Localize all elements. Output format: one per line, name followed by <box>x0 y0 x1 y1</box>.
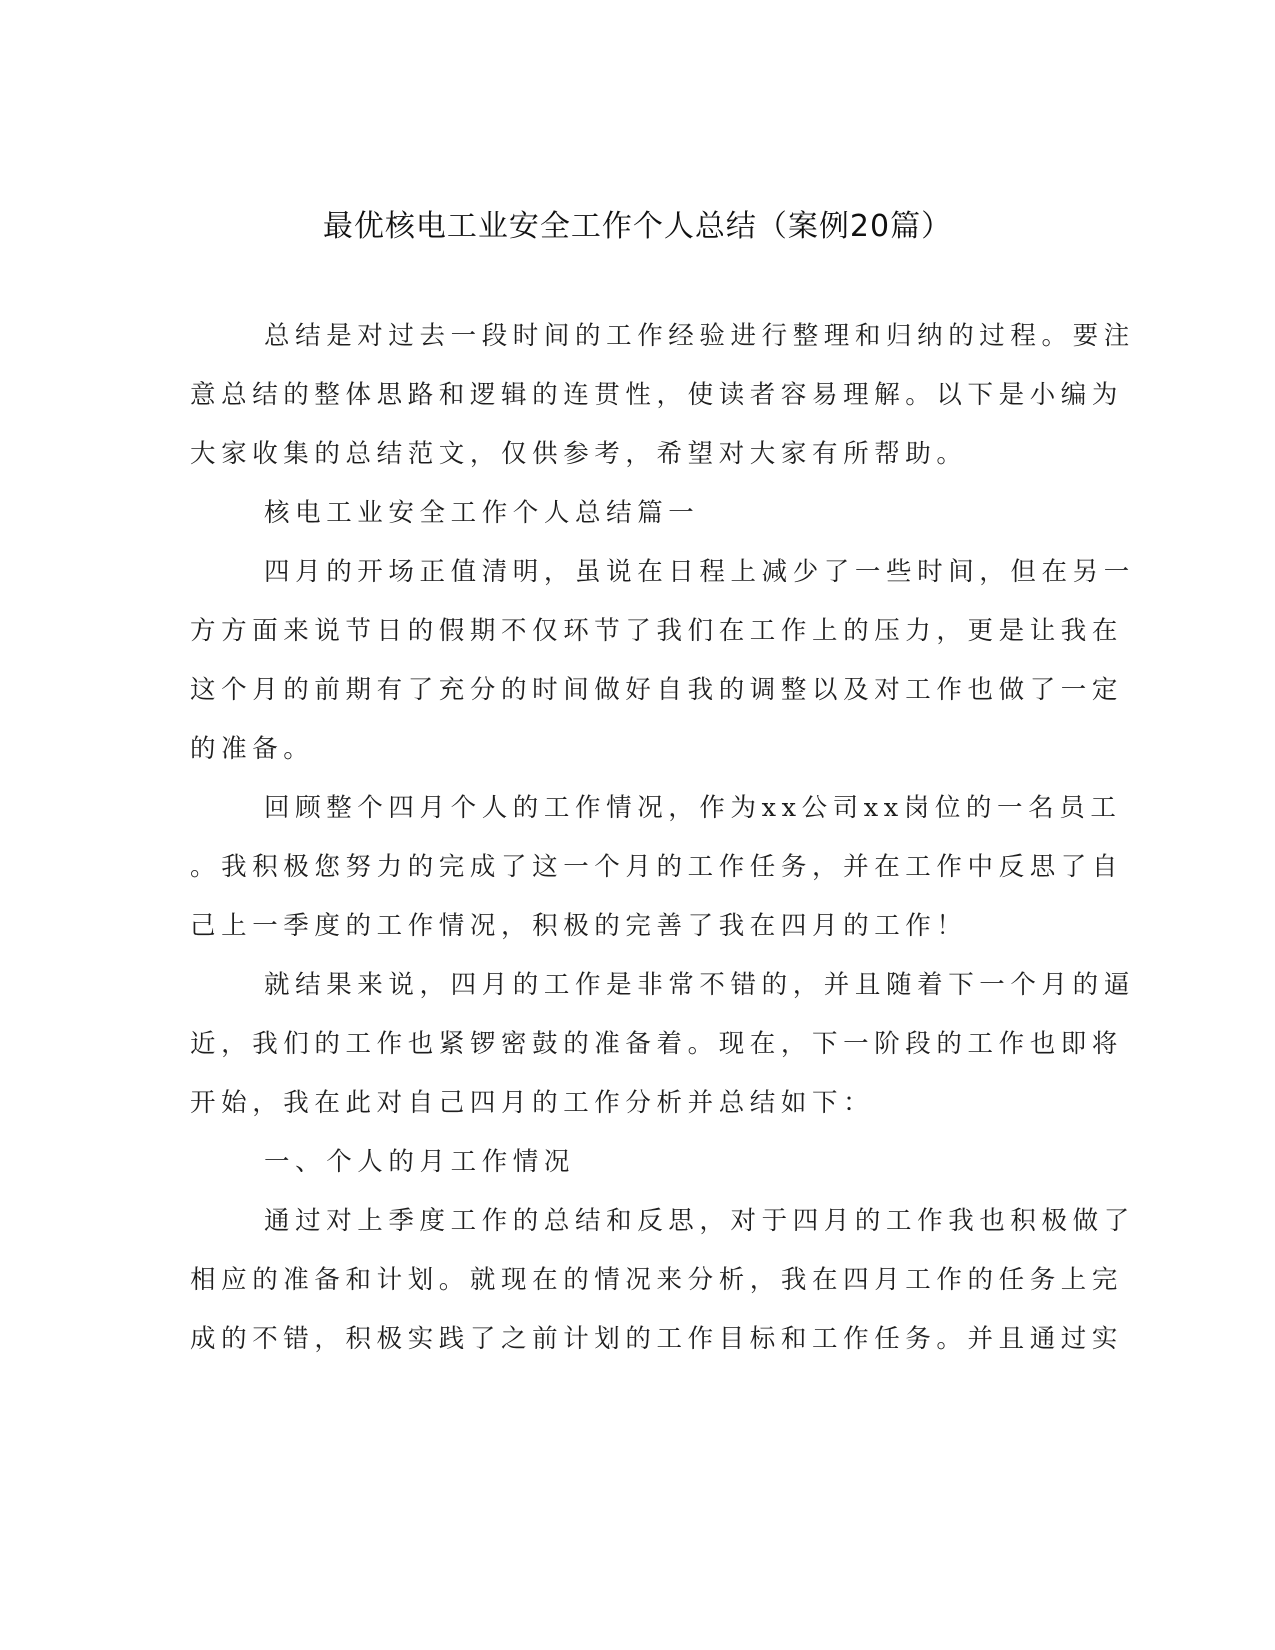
paragraph-line: 的准备。 <box>190 734 315 764</box>
paragraph-line: 四月的开场正值清明，虽说在日程上减少了一些时间，但在另一 <box>264 557 1135 587</box>
paragraph-line: 总结是对过去一段时间的工作经验进行整理和归纳的过程。要注 <box>264 321 1135 351</box>
paragraph-line: 大家收集的总结范文，仅供参考，希望对大家有所帮助。 <box>190 439 968 469</box>
paragraph-line: 方方面来说节日的假期不仅环节了我们在工作上的压力，更是让我在 <box>190 616 1124 646</box>
paragraph-line: 这个月的前期有了充分的时间做好自我的调整以及对工作也做了一定 <box>190 675 1124 705</box>
paragraph-line: 就结果来说，四月的工作是非常不错的，并且随着下一个月的逼 <box>264 970 1135 1000</box>
paragraph-line: 己上一季度的工作情况，积极的完善了我在四月的工作！ <box>190 911 968 941</box>
paragraph-line: 近，我们的工作也紧锣密鼓的准备着。现在，下一阶段的工作也即将 <box>190 1029 1124 1059</box>
paragraph-line: 通过对上季度工作的总结和反思，对于四月的工作我也积极做了 <box>264 1206 1135 1236</box>
paragraph-line: 意总结的整体思路和逻辑的连贯性，使读者容易理解。以下是小编为 <box>190 380 1124 410</box>
document-title: 最优核电工业安全工作个人总结（案例20篇） <box>322 209 953 244</box>
paragraph-line: 回顾整个四月个人的工作情况，作为xx公司xx岗位的一名员工 <box>264 793 1122 823</box>
paragraph-line: 。我积极您努力的完成了这一个月的工作任务，并在工作中反思了自 <box>190 852 1124 882</box>
section-heading: 一、个人的月工作情况 <box>264 1147 576 1177</box>
section-heading: 核电工业安全工作个人总结篇一 <box>264 498 700 528</box>
paragraph-line: 开始，我在此对自己四月的工作分析并总结如下： <box>190 1088 875 1118</box>
paragraph-line: 成的不错，积极实践了之前计划的工作目标和工作任务。并且通过实 <box>190 1324 1124 1354</box>
paragraph-line: 相应的准备和计划。就现在的情况来分析，我在四月工作的任务上完 <box>190 1265 1124 1295</box>
